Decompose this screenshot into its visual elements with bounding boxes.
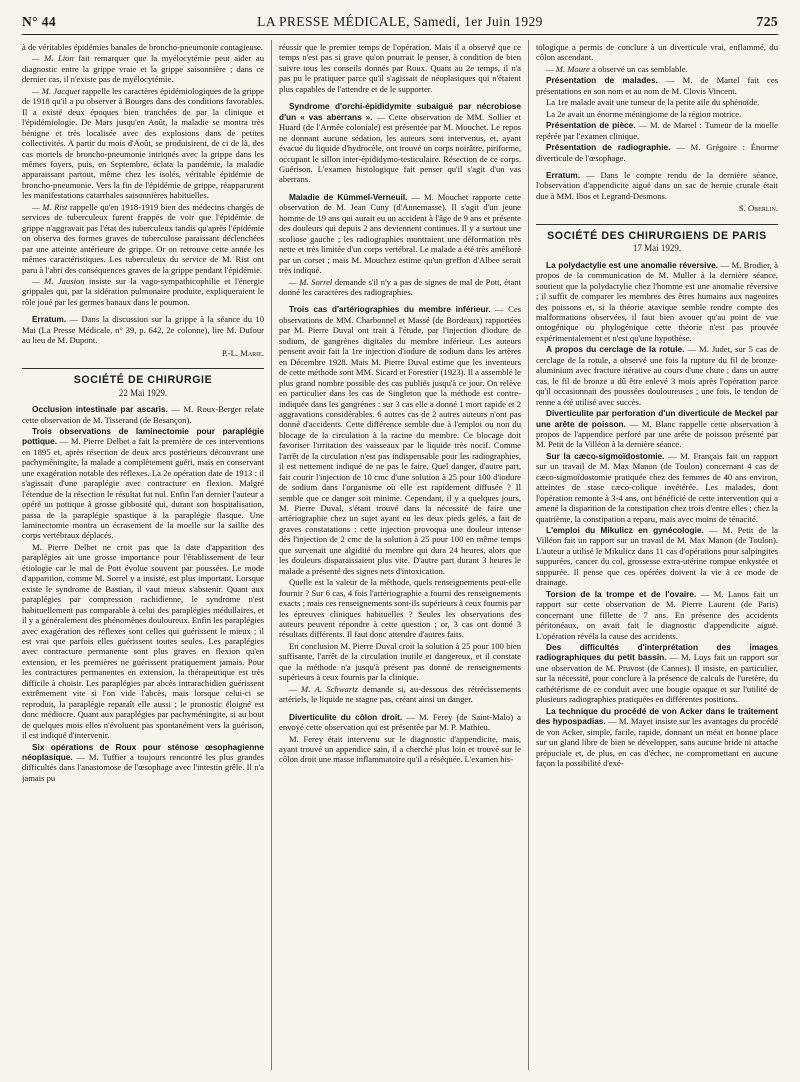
speaker: — M. Jausion <box>32 275 85 286</box>
paragraph: réussir que le premier temps de l'opération. Mais il a observé que ce temps n'est pas si grave qu'on pourrait le penser, à condition de bien suivre tous les conseils donnés par Roux. Quant au 2e temps, il n'a pas pu le pratiquer parce qu'il s'agissait de néoplasiques qui n'étaient plus capables de l'attendre et de le supporter. <box>279 42 521 94</box>
article: A propos du cerclage de la rotule. — M. Judet, sur 5 cas de cerclage de la rotule, a observé une fois la rupture du fil de bronze-aluminium avec fracture itérative au cours d'une chute ; dans un autre cas, le fil de bronze a dû être enlevé 3 mois après l'opération parce qu'il occasionnait des poussées douloureuses ; une fois, le tendon de renne a été utilisé avec succès. <box>536 344 778 407</box>
speaker: — M. Rist <box>32 201 68 212</box>
article-title: La technique du procédé de von Acker dans le traitement des hypospadias. <box>536 705 778 727</box>
journal-title: LA PRESSE MÉDICALE, Samedi, 1er Juin 1929 <box>257 14 543 29</box>
article: Sur la cæco-sigmoïdostomie. — M. Français fait un rapport sur un travail de M. Max Manon (de Toulon) concernant 4 cas de cæco-sigmoïdostomie pratiquée chez des femmes de 40 ans environ, atteintes de stase cæco-colique invétérée. Les malades, dont l'opération remonte à 3-4 ans, ont bénéficié de cette intervention qui a amené la disparition de la constipation chez trois d'entre elles ; chez la quatrième, la constipation a reparu, mais avec moins de ténacité. <box>536 450 778 524</box>
article-title: A propos du cerclage de la rotule. <box>546 344 685 355</box>
speaker: — M. Jacquet <box>32 85 80 96</box>
article-title: Présentation de radiographie. <box>546 142 671 153</box>
article: Présentation de radiographie. — M. Grégoire : Énorme diverticule de l'œsophage. <box>536 142 778 163</box>
article-title: Des difficultés d'interprétation des images radiographiques du petit bassin. <box>536 642 778 663</box>
erratum: Erratum. — Dans le compte rendu de la dernière séance, l'observation d'appendicite aiguë dans un sac de hernie crurale était due à MM. Ibos et Legrand-Desmons. <box>536 169 778 201</box>
article-title: Maladie de Kümmel-Verneuil. <box>289 191 408 202</box>
article: La polydactylie est une anomalie réversive. — M. Brodier, à propos de la communication de M. Muller à la dernière séance, soutient que la polydactylie chez l'homme est une anomalie réversive ; il suffit de comparer les membres des êtres humains aux nageoires des poissons et, si la théorie atavique semble rendre compte des malformations observées, il faut bien avouer qu'au point de vue ontogénique ou phylogénique cette théorie n'est pas prouvée expérimentalement et n'est qu'une hypothèse. <box>536 259 778 343</box>
article: Torsion de la trompe et de l'ovaire. — M. Lanos fait un rapport sur cette observation de M. Pierre Laurent (de Paris) concernant une fillette de 7 ans. En présence des accidents péritonéaux, on avait fait le diagnostic d'appendicite aiguë. L'opération révéla la cause des accidents. <box>536 588 778 641</box>
paragraph: La 2e avait un énorme méningiome de la région motrice. <box>546 108 742 119</box>
article: Trois cas d'artériographies du membre inférieur. — Ces observations de MM. Charbonnel et Massé (de Bordeaux) rapportées par M. Pierre Duval ont trait à l'étude, par l'injection d'iodure de sodium, de gangrènes digitales du membre inférieur. Les auteurs pensent avoir fait la 1re injection d'iodure de sodium dans les artères en Décembre 1928. Mais M. Pierre Duval estime que les inventeurs de cette méthode sont MM. Sicard et Forestier (1923). Il a assemblé le plus grand nombre possible des cas publiés jusqu'à ce jour. On relève en particulier dans les cas de Singleton que la méthode est contre-indiquée dans les gangrènes : sur 3 cas elle a donné 1 mort rapide et 2 aggravations considérables. 6 autres cas de 2 autres auteurs n'ont pas donné d'accidents. Cette différence semble due à l'emploi ou non du blocage de la circulation à la racine du membre. Ce blocage doit favoriser l'irritation des vaisseaux par le liquide très nocif. Comme l'arrêt de la circulation n'est pas indispensable pour les radiographies, il est nettement indiqué de ne pas le faire. Quel danger, d'autre part, fait courir l'injection de 10 cmc d'une solution à 25 pour 100 d'iodure de sodium dans l'organisme où elle est rapidement diffusée ? Il semble que ce danger soit minime. Cependant, il y a quelques jours, M. Pierre Duval, s'étant trouvé dans la nécessité de faire une artériographie chez un sujet ayant eu les deux pieds gelés, a fait de graves constatations : cette injection provoqua une douleur intense dès l'injection de 2 cmc de la solution à 25 pour 100 en même temps que survenait une algidité du membre qui dura 24 heures, alors que les douleurs disparaissaient plus vite. D'autre part durant 3 heures le malade a présenté des signes nets d'intoxication. <box>279 304 521 576</box>
article: Présentation de malades. — M. de Martel fait ces présentations en son nom et au nom de M. Clovis Vincent. <box>536 75 778 96</box>
article: Syndrome d'orchi-épididymite subaiguë par nécrobiose d'un « vas aberrans ». — Cette observation de MM. Sollier et Huard (de l'Armée coloniale) est présentée par M. Mouchet. Le repos ne donnant aucune sédation, les auteurs sont intervenus, et, ayant évacué du liquide d'hydrocèle, ont trouvé un corps noirâtre, piriforme, occupant le sillon inter-épididymo-testiculaire. Résection de ce corps. Guérison. L'examen histologique fait penser qu'il s'agit d'un vas aberrans. <box>279 101 521 185</box>
article: Trois observations de laminectomie pour paraplégie pottique. — M. Pierre Delbet a fait la première de ces interventions en 1895 et, après résection de deux arcs postérieurs découvrant une pachyméningite, la malade a complètement guéri, mais en conservant une exagération notable des réflexes. La 2e opération date de 1913 : il s'agissait d'une paraplégie avec contracture en flexion. Malgré l'étendue de la résection le résultat fut nul. Enfin l'an dernier l'auteur a opéré un pottique à grosse gibbosité qui, durant son hospitalisation, passa de la paraplégie spastique à la paraplégie flasque. Une laminectomie montra un écrasement de la moelle sur la saillie des corps vertébraux déplacés. <box>22 425 264 541</box>
article: Maladie de Kümmel-Verneuil. — M. Mouchet rapporte cette observation de M. Jean Cuny (d'Annemasse). Il s'agit d'un jeune homme de 19 ans qui aurait eu un accident à l'âge de 9 ans et présente des douleurs qui depuis 2 ans deviennent continues. Il y a surtout une scoliose gauche ; les radiographies montraient une déformation très nette et très limitée d'un corps vertébral. Le malade a été très amélioré par un corset ; mais M. Mouchez estime qu'un greffon d'Albee serait très indiqué. <box>279 191 521 276</box>
speaker: — M. A. Schwartz <box>289 683 358 694</box>
article-title: Torsion de la trompe et de l'ovaire. <box>546 588 697 599</box>
speaker: — M. Moure <box>546 63 590 74</box>
article-title: Trois cas d'artériographies du membre inférieur. <box>289 304 491 315</box>
article: Des difficultés d'interprétation des images radiographiques du petit bassin. — M. Luys fait un rapport sur une observation de M. Pruvost (de Cannes). Il insiste, en particulier, sur la nécessité, pour conclure à la présence de calculs de l'uretère, du cathétérisme de ce conduit avec une bougie opaque et sur l'utilité de plusieurs radiographies pratiquées en différentes positions. <box>536 642 778 705</box>
issue-number: N° 44 <box>22 14 57 29</box>
column-1 <box>22 42 264 1074</box>
section-date: 17 Mai 1929. <box>632 243 682 254</box>
erratum: Erratum. — Dans la discussion sur la grippe à la séance du 10 Mai (La Presse Médicale, n° 39, p. 642, 2e colonne), lire M. Dufour au lieu de M. Dupont. <box>22 314 264 346</box>
article: La technique du procédé de von Acker dans le traitement des hypospadias. — M. Mayet insiste sur les avantages du procédé de von Acker, simple, facile, rapide, donnant un méat en bonne place sur un gland libre de bien se développer, sans aucune bride ni attache prépuciale et, de plus, en cas d'échec, ne compromettant en aucune façon la possibilité d'exé- <box>536 705 778 768</box>
article-title: Présentation de malades. <box>546 75 658 86</box>
article-title: Présentation de pièce. <box>546 120 636 131</box>
section-heading: SOCIÉTÉ DES CHIRURGIENS DE PARIS <box>536 224 778 241</box>
article-title: Diverticulite par perforation d'un diverticule de Meckel par une arête de poisson. <box>536 408 778 429</box>
article: Diverticulite du côlon droit. — M. Ferey (de Saint-Malo) a envoyé cette observation qui est présentée par M. P. Mathieu. <box>279 711 521 733</box>
paragraph: M. Pierre Delbet ne croit pas que la date d'apparition des paraplégies ait une grosse importance pour l'établissement de leur étiologie car le mal de Pott évolue souvent par poussées. Le mode d'apparition, comme M. Sorrel y a insisté, est plus important. Lorsque existe le syndrome de Bastian, il vaut mieux s'abstenir. Quant aux paraplégies par compression rachidienne, le syndrome n'est habituellement pas comparable à celui des paraplégies médullaires, et il y a généralement des phénomènes douloureux. Enfin les paraplégies avec exagération des réflexes sont celles qui guérissent le mieux ; il est vrai que parfois elles guérissent toutes seules. Les paraplégies avec contracture permanente sont plus graves en flexion qu'en extension, et les premières ne guérissent pratiquement jamais. Pour les contractures permanentes en extension, la thérapeutique est très difficile à choisir. Les paraplégies par abcès intrarachidien guérissent extrêmement vite si l'on vide l'abcès, mais lorsque celui-ci se reproduit, la paraplégie reparaît elle aussi ; le pronostic éloigné est donc médiocre. Quant aux paraplégies par pachyméningite, si au bout de quelques mois elles n'évoluent pas spontanément vers la guérison, il est indiqué d'intervenir. <box>22 541 264 741</box>
article: L'emploi du Mikulicz en gynécologie. — M. Petit de la Villéon fait un rapport sur un travail de M. Max Manon (de Toulon). L'auteur a utilisé le Mikulicz dans 11 cas d'opérations pour salpingites suppurées, cancer du col, grossesse extra-utérine rompue enkystée et suppurée. Il pense que ces opérées doivent la vie à ce mode de drainage. <box>536 525 778 588</box>
signature: S. Oberlin. <box>738 203 778 214</box>
section-date: 22 Mai 1929. <box>118 387 168 398</box>
paragraph: à de véritables épidémies banales de broncho-pneumonie contagieuse. <box>22 42 264 52</box>
article: Six opérations de Roux pour sténose œsophagienne néoplasique. — M. Tuffier a toujours rencontré les plus grandes difficultés dans l'anastomose de l'œsophage avec l'intestin grêle. Il n'a jamais pu <box>22 741 264 783</box>
column-divider <box>271 40 272 1070</box>
speaker: — M. Sorrel <box>289 276 333 287</box>
article-title: Sur la cæco-sigmoïdostomie. <box>546 450 665 461</box>
page-header <box>22 10 778 35</box>
paragraph: — M. Moure a observé un cas semblable. <box>546 63 688 74</box>
paragraph: — M. Lion fait remarquer que la myélocytémie peut aider au diagnostic entre la grippe vraie et la grippe saisonnière ; dans ce dernier cas, il n'existe pas de myélocytémie. <box>22 53 264 85</box>
paragraph: — M. Sorrel demande s'il n'y a pas de signes de mal de Pott, étant donné les caractères des radiographies. <box>279 276 521 297</box>
column-divider <box>528 40 529 1070</box>
article-title: Trois observations de laminectomie pour paraplégie pottique. <box>22 425 264 447</box>
article-title: La polydactylie est une anomalie réversive. <box>546 259 719 270</box>
article-title: L'emploi du Mikulicz en gynécologie. <box>546 525 704 536</box>
page-number: 725 <box>756 14 778 29</box>
paragraph: En conclusion M. Pierre Duval croit la solution à 25 pour 100 bien suffisante, l'arrêt de la circulation inutile et dangereux, et il constate que la méthode n'a jusqu'à présent pas donné de renseignements supérieurs à ceux fournis par la clinique. <box>279 640 521 683</box>
paragraph: — M. Jausion insiste sur la vago-sympathicophilie et l'énergie grippales qui, par la sidération pulmonaire produite, expliqueraient le rôle joué par les germes banaux dans le poumon. <box>22 275 264 307</box>
article-title: Diverticulite du côlon droit. <box>289 711 403 722</box>
article: Présentation de pièce. — M. de Martel : Tumeur de la moelle repérée par l'examen clinique. <box>536 120 778 141</box>
column-3 <box>536 42 778 1074</box>
paragraph: — M. Rist rappelle qu'en 1918-1919 bien des médecins chargés de services de tuberculeux furent frappés de voir que l'épidémie de grippe n'aggravait pas l'état des tuberculeux tandis qu'après l'épidémie on observa des formes graves de tuberculose paraissant déclenchées par une atteinte antérieure de grippe. Or on retrouve cette année les mêmes caractéristiques. Les tuberculeux du service de M. Rist ont paru à l'abri des conséquences graves de la grippe pendant l'épidémie. <box>22 201 264 275</box>
paragraph: La 1re malade avait une tumeur de la petite aile du sphénoïde. <box>546 97 760 108</box>
paragraph: tologique a permis de conclure à un diverticule vrai, enflammé, du côlon ascendant. <box>536 42 778 63</box>
article: Diverticulite par perforation d'un diverticule de Meckel par une arête de poisson. — M. Blanc rappelle cette observation à propos de l'appendice perforé par une arête de poisson présenté par M. Petit de la Villéon à la dernière séance. <box>536 408 778 450</box>
speaker: — M. Lion <box>32 53 74 64</box>
section-heading: SOCIÉTÉ DE CHIRURGIE <box>22 368 264 385</box>
signature: P.-L. Marie. <box>221 347 264 358</box>
article: Occlusion intestinale par ascaris. — M. Roux-Berger relate cette observation de M. Tisserand (de Besançon). <box>22 404 264 425</box>
article-title: Occlusion intestinale par ascaris. <box>32 404 168 415</box>
article-title: Six opérations de Roux pour sténose œsophagienne néoplasique. <box>22 741 264 762</box>
column-2 <box>279 42 521 1074</box>
article-title: Syndrome d'orchi-épididymite subaiguë par nécrobiose d'un « vas aberrans ». <box>279 101 521 122</box>
paragraph: M. Ferey était intervenu sur le diagnostic d'appendicite, mais, ayant trouvé un appendice sain, il a cherché plus loin et trouvé sur le côlon droit une masse inflammatoire qu'il a réséquée. L'examen his- <box>279 733 521 765</box>
paragraph: — M. A. Schwartz demande si, au-dessous des rétrécissements artériels, le liquide ne stagne pas, créant ainsi un danger. <box>279 683 521 705</box>
paragraph: — M. Jacquet rappelle les caractères épidémiologiques de la grippe de 1918 qu'il a pu observer à Bourges dans des conditions favorables. Il a existé deux époques bien tranchées de par la clinique et l'épidémiologie. De Mars jusqu'en Août, la maladie se montra très bénigne et très localisée avec des explosions dans de petites collectivités. A partir du mois d'Août, se produisirent, de ci de là, des cas mortels de broncho-pneumonie intriqués avec la grippe dans les mêmes foyers, puis, en Septembre, éclata la pandémie, la maladie apparaissant partout, même chez les isolés, véritable épidémie de broncho-pneumonie. Vers la fin de l'épidémie de grippe, réapparurent les manifestations catarrhales saisonnières habituelles. <box>22 85 264 201</box>
paragraph: Quelle est la valeur de la méthode, quels renseignements peut-elle fournir ? Sur 6 cas, 4 fois l'artériographie a fourni des renseignements exacts ; mais ces renseignements sont-ils supérieurs à ceux fournis par les épreuves cliniques habituelles ? Seules les observations des auteurs peuvent répondre à cette question ; or, 3 cas ont donné 3 résultats différents. Il faut donc attendre d'autres faits. <box>279 577 521 640</box>
